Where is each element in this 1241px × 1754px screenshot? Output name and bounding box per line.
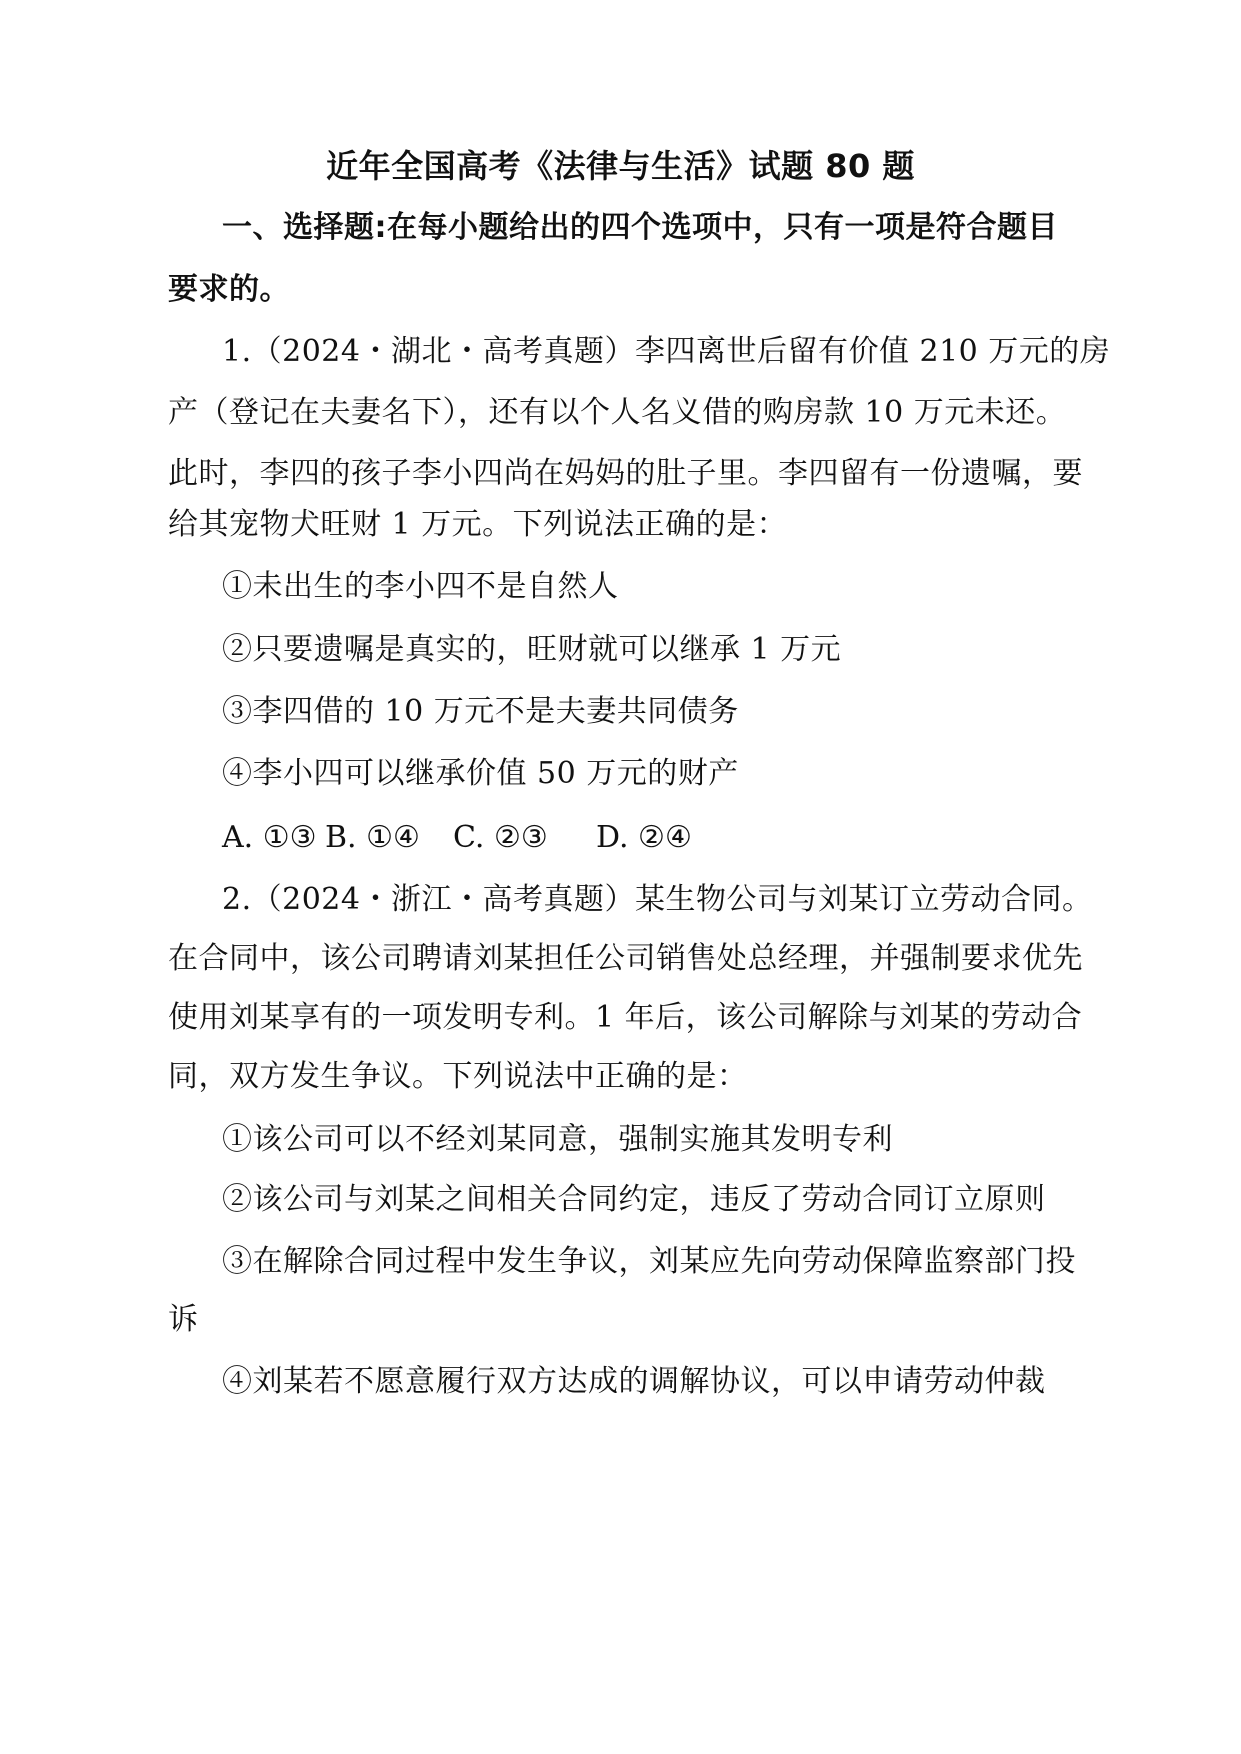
q2-option-2: ②该公司与刘某之间相关合同约定，违反了劳动合同订立原则 — [222, 1182, 1046, 1217]
q2-stem-line-4: 同，双方发生争议。下列说法中正确的是： — [168, 1059, 748, 1094]
q2-option-3: ③在解除合同过程中发生争议，刘某应先向劳动保障监察部门投 — [222, 1244, 1076, 1279]
q1-option-1: ①未出生的李小四不是自然人 — [222, 569, 619, 604]
q1-option-4: ④李小四可以继承价值 50 万元的财产 — [222, 756, 739, 791]
q1-choice-b: B. ①④ — [325, 820, 420, 855]
document-title: 近年全国高考《法律与生活》试题 80 题 — [326, 147, 915, 185]
q1-stem-line-1: 1.（2024・湖北・高考真题）李四离世后留有价值 210 万元的房 — [222, 334, 1111, 369]
q2-stem-line-3: 使用刘某享有的一项发明专利。1 年后，该公司解除与刘某的劳动合 — [168, 1000, 1083, 1035]
section-heading-line-2: 要求的。 — [168, 272, 290, 307]
q1-option-2: ②只要遗嘱是真实的，旺财就可以继承 1 万元 — [222, 632, 842, 667]
q2-stem-line-2: 在合同中，该公司聘请刘某担任公司销售处总经理，并强制要求优先 — [168, 941, 1083, 976]
q1-choice-c: C. ②③ — [453, 820, 548, 855]
q2-option-3-continued: 诉 — [168, 1302, 199, 1337]
q1-choice-d: D. ②④ — [596, 820, 692, 855]
section-heading-line-1: 一、选择题:在每小题给出的四个选项中，只有一项是符合题目 — [222, 210, 1058, 245]
q2-option-4: ④刘某若不愿意履行双方达成的调解协议，可以申请劳动仲裁 — [222, 1364, 1046, 1399]
q1-choice-a: A. ①③ — [222, 820, 317, 855]
q1-stem-line-4: 给其宠物犬旺财 1 万元。下列说法正确的是： — [168, 507, 788, 542]
q1-stem-line-3: 此时，李四的孩子李小四尚在妈妈的肚子里。李四留有一份遗嘱，要 — [168, 456, 1083, 491]
q2-stem-line-1: 2.（2024・浙江・高考真题）某生物公司与刘某订立劳动合同。 — [222, 882, 1093, 917]
q1-stem-line-2: 产（登记在夫妻名下），还有以个人名义借的购房款 10 万元未还。 — [168, 395, 1067, 430]
q1-option-3: ③李四借的 10 万元不是夫妻共同债务 — [222, 694, 739, 729]
q2-option-1: ①该公司可以不经刘某同意，强制实施其发明专利 — [222, 1122, 893, 1157]
